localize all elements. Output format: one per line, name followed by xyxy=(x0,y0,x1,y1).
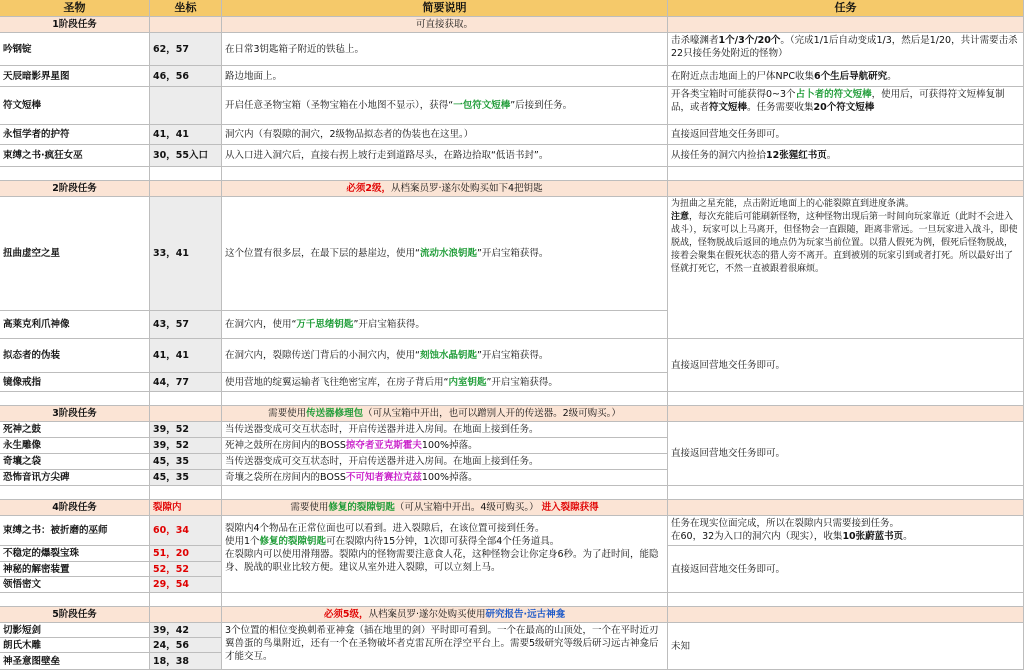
item-desc: 在洞穴内，使用“万千思绪钥匙”开启宝箱获得。 xyxy=(222,311,668,339)
item-coord: 43，57 xyxy=(150,311,222,339)
item-name: 奇壤之袋 xyxy=(0,454,150,470)
item-coord: 62，57 xyxy=(150,33,222,66)
item-coord: 30，55入口 xyxy=(150,145,222,167)
item-desc: 奇壤之袋所在房间内的BOSS不可知者赛拉克兹100%掉落。 xyxy=(222,470,668,486)
task-5: 从接任务的洞穴内捡拾12张猩红书页。 xyxy=(668,145,1024,167)
item-name: 束缚之书：被折磨的巫师 xyxy=(0,516,150,546)
item-name: 永恒学者的护符 xyxy=(0,125,150,145)
stage4-note: 需要使用修复的裂隙钥匙（可从宝箱中开出。4级可购买。） 进入裂隙获得 xyxy=(222,500,668,516)
item-name: 高莱克利爪神像 xyxy=(0,311,150,339)
item-coord: 45，35 xyxy=(150,454,222,470)
item-desc: 死神之鼓所在房间内的BOSS掠夺者亚克斯霍夫100%掉落。 xyxy=(222,438,668,454)
item-desc: 路边地面上。 xyxy=(222,66,668,87)
task-1: 击杀嚎渊者1个/3个/20个。（完成1/1后自动变成1/3，然后是1/20，共计需要击杀22只接任务处附近的怪物） xyxy=(668,33,1024,66)
item-coord: 60，34 xyxy=(150,516,222,546)
item-name: 死神之鼓 xyxy=(0,422,150,438)
task-return: 直接返回营地交任务即可。 xyxy=(668,422,1024,486)
item-desc: 这个位置有很多层，在最下层的悬崖边，使用“流动水浪钥匙”开启宝箱获得。 xyxy=(222,197,668,311)
item-name: 束缚之书·疯狂女巫 xyxy=(0,145,150,167)
task-return: 直接返回营地交任务即可。 xyxy=(668,339,1024,392)
item-coord: 39，42 xyxy=(150,623,222,638)
item-coord: 24，56 xyxy=(150,638,222,653)
item-coord: 29，54 xyxy=(150,577,222,593)
task-2: 在附近点击地面上的尸体NPC收集6个生后导航研究。 xyxy=(668,66,1024,87)
stage1-title: 1阶段任务 xyxy=(0,17,150,33)
col-header-coord[interactable]: 坐标 xyxy=(150,0,222,17)
item-coord: 41，41 xyxy=(150,125,222,145)
item-name: 永生雕像 xyxy=(0,438,150,454)
stage5-desc: 3个位置的相位变换刺希亚神龛（插在地里的剑）平时即可看到。一个在最高的山顶处，一个在平时近刃翼兽蛋的鸟巢附近，还有一个在圣物破坏者克雷瓦所在浮空平台上。需要5级研究等级后研习远古神龛后才能交互。 xyxy=(222,623,668,670)
stage4-coord-note: 裂隙内 xyxy=(150,500,222,516)
item-name: 恐怖音讯方尖碑 xyxy=(0,470,150,486)
stage4-title: 4阶段任务 xyxy=(0,500,150,516)
item-coord: 46，56 xyxy=(150,66,222,87)
item-coord: 39，52 xyxy=(150,422,222,438)
stage2-note: 必须2级，从档案员罗·遂尔处购买如下4把钥匙 xyxy=(222,181,668,197)
item-name: 符文短棒 xyxy=(0,87,150,125)
item-coord: 18，38 xyxy=(150,653,222,670)
item-name: 神圣意图壁垒 xyxy=(0,653,150,670)
item-coord: 44，77 xyxy=(150,373,222,392)
item-name: 拟态者的伪装 xyxy=(0,339,150,373)
item-desc: 从入口进入洞穴后，直接右拐上坡行走到道路尽头，在路边拾取“低语书封”。 xyxy=(222,145,668,167)
item-name: 朗氏木雕 xyxy=(0,638,150,653)
stage5-title: 5阶段任务 xyxy=(0,607,150,623)
item-name: 扭曲虚空之星 xyxy=(0,197,150,311)
task-void-star: 为扭曲之星充能，点击附近地面上的心能裂隙直到进度条满。 注意，每次充能后可能刷新怪物，这种怪物出现后第一时间向玩家靠近（此时不会进入战斗），玩家可以上马离开，但怪物会一直跟随，距离非常远。一旦玩家进入战斗，即使脱战，怪物脱战后返回的地点仍为玩家当前位置。以猎人假死为例，假死后怪物脱战，接着会聚集在假死状态的猎人旁不离开。直到被别的玩家引到或者打死。所以最好出了怪就打死它，不然一直被跟着很麻烦。 xyxy=(668,197,1024,339)
item-desc: 在日常3钥匙箱子附近的铁毡上。 xyxy=(222,33,668,66)
item-coord: 33，41 xyxy=(150,197,222,311)
item-coord: 41，41 xyxy=(150,339,222,373)
task-3: 开各类宝箱时可能获得0~3个占卜者的符文短棒，使用后，可获得符文短棒复制品，或者符文短棒。任务需要收集20个符文短棒 xyxy=(668,87,1024,125)
item-desc: 开启任意圣物宝箱（圣物宝箱在小地图不显示），获得“一包符文短棒”后接到任务。 xyxy=(222,87,668,125)
stage4-desc: 裂隙内4个物品在正常位面也可以看到。进入裂隙后，在该位置可接到任务。 使用1个修复的裂隙钥匙可在裂隙内待15分钟，1次即可获得全部4个任务道具。 在裂隙内可以使用滑翔器。裂隙内的怪物需要注意食人花，这种怪物会让你定身6秒。为了赶时间，能隐身、脱战的职业比较方便。建议从室外进入裂隙，可以立刻上马。 xyxy=(222,516,668,593)
task-4: 直接返回营地交任务即可。 xyxy=(668,125,1024,145)
stage2-title: 2阶段任务 xyxy=(0,181,150,197)
item-desc: 当传送器变成可交互状态时，开启传送器并进入房间。在地面上接到任务。 xyxy=(222,422,668,438)
col-header-item[interactable]: 圣物 xyxy=(0,0,150,17)
item-coord: 52，52 xyxy=(150,562,222,577)
item-coord: 45，35 xyxy=(150,470,222,486)
item-name: 切影短剑 xyxy=(0,623,150,638)
stage5-note: 必须5级，从档案员罗·遂尔处购买使用研究报告·远古神龛 xyxy=(222,607,668,623)
item-coord: 51，20 xyxy=(150,546,222,562)
col-header-task[interactable]: 任务 xyxy=(668,0,1024,17)
item-desc: 在洞穴内，裂隙传送门背后的小洞穴内，使用“刻蚀水晶钥匙”开启宝箱获得。 xyxy=(222,339,668,373)
item-name: 吟钢锭 xyxy=(0,33,150,66)
item-desc: 使用营地的绽翼运输者飞往绝密宝库，在房子背后用“内室钥匙”开启宝箱获得。 xyxy=(222,373,668,392)
item-coord xyxy=(150,87,222,125)
item-name: 天辰暗影界星图 xyxy=(0,66,150,87)
item-coord: 39，52 xyxy=(150,438,222,454)
task-return: 直接返回营地交任务即可。 xyxy=(668,546,1024,593)
item-name: 神秘的解密装置 xyxy=(0,562,150,577)
task-unknown: 未知 xyxy=(668,623,1024,670)
item-name: 镜像戒指 xyxy=(0,373,150,392)
item-desc: 当传送器变成可交互状态时，开启传送器并进入房间。在地面上接到任务。 xyxy=(222,454,668,470)
item-name: 不稳定的爆裂宝珠 xyxy=(0,546,150,562)
task-rift: 任务在现实位面完成，所以在裂隙内只需要接到任务。 在60，32为入口的洞穴内（现实），收集10张蔚蓝书页。 xyxy=(668,516,1024,546)
col-header-desc[interactable]: 简要说明 xyxy=(222,0,668,17)
stage3-note: 需要使用传送器修理包（可从宝箱中开出，也可以蹭别人开的传送器。2级可购买。） xyxy=(222,406,668,422)
item-desc: 洞穴内（有裂隙的洞穴，2级物品拟态者的伪装也在这里。） xyxy=(222,125,668,145)
stage1-note: 可直接获取。 xyxy=(222,17,668,33)
item-name: 领悟密文 xyxy=(0,577,150,593)
stage3-title: 3阶段任务 xyxy=(0,406,150,422)
